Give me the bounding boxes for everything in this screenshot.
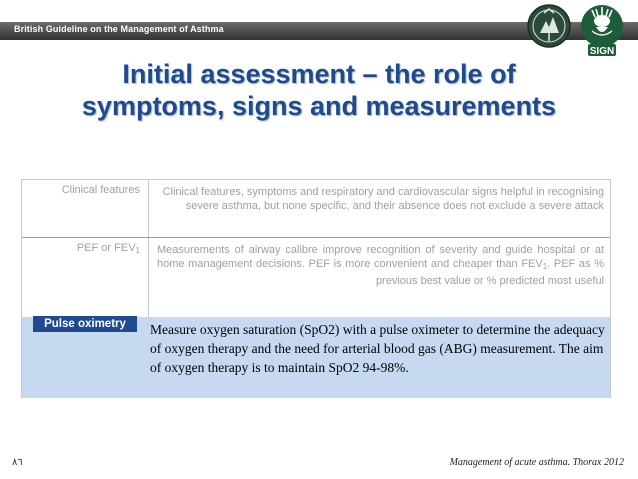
row-description-part2: . PEF as % previous best value or % predicted most useful	[375, 258, 604, 287]
reference-citation: Management of acute asthma. Thorax 2012	[449, 457, 624, 468]
page-number: ٨٦	[12, 457, 23, 468]
slide-title-line1: Initial assessment – the role of	[122, 59, 516, 89]
guideline-title: British Guideline on the Management of Asthma	[14, 24, 224, 34]
table-row-clinical-features	[22, 180, 610, 237]
table-row-pef-fev	[22, 237, 610, 317]
slide-title-line2: symptoms, signs and measurements	[81, 91, 557, 121]
sign-logo-text: SIGN	[589, 46, 615, 57]
row-description: Clinical features, symptoms and respiratory and cardiovascular signs helpful in recognising severe asthma, but none specific, and their absence does not exclude a severe attack	[148, 180, 610, 237]
sign-logo	[576, 3, 628, 59]
row-label: Clinical features	[61, 184, 140, 196]
row-description	[148, 238, 610, 317]
row-description-part1: Measurements of airway calibre improve recognition of severity and guide hospital or at home management decisions. PEF is more convenient and cheaper than FEV	[157, 244, 604, 270]
row-label-subscript: 1	[135, 246, 140, 255]
assessment-table	[21, 179, 611, 398]
row-description-subscript: 1	[542, 262, 548, 271]
pulse-oximetry-badge: Pulse oximetry	[33, 316, 137, 332]
slide-title	[0, 58, 638, 122]
bts-crest-icon	[526, 3, 572, 49]
row-label	[22, 238, 146, 317]
row-description: Measure oxygen saturation (SpO2) with a pulse oximeter to determine the adequacy of oxygen therapy and the need for arterial blood gas (ABG) measurement. The aim of oxygen therapy is to maintain SpO2 94-98%.	[150, 322, 605, 375]
row-label-main: PEF or FEV	[76, 242, 136, 254]
